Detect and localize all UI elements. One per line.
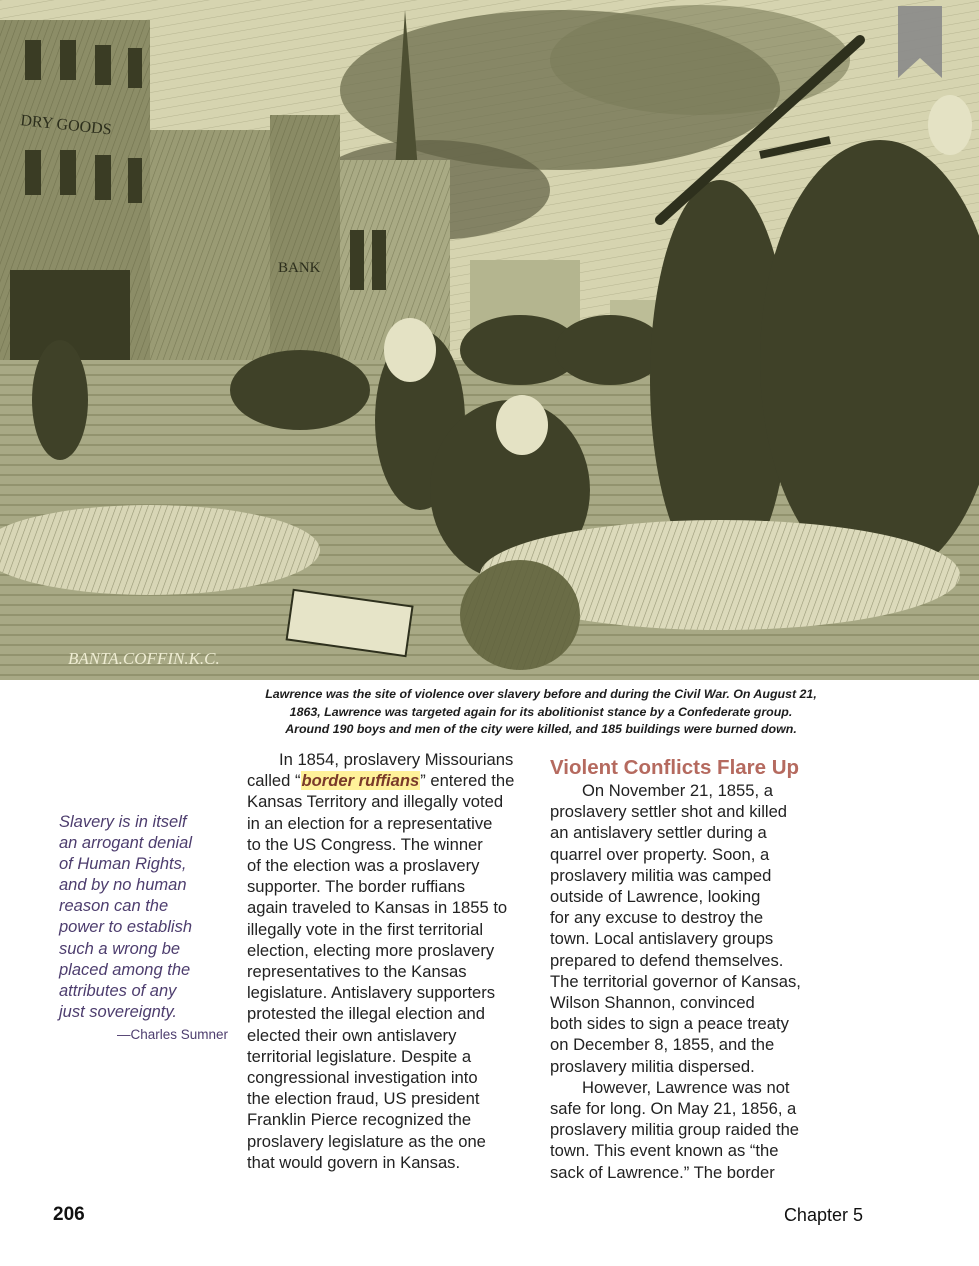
body-line: town. Local antislavery groups (550, 929, 774, 949)
body-line: election, electing more proslavery (247, 940, 495, 960)
pull-quote (59, 812, 239, 1023)
body-line: to the US Congress. The winner (247, 834, 483, 854)
body-line: on December 8, 1855, and the (550, 1035, 775, 1055)
engraver-signature: BANTA.COFFIN.K.C. (68, 649, 220, 668)
quote-line: placed among the (59, 960, 191, 979)
bank-sign: BANK (278, 260, 321, 276)
section-heading: Violent Conflicts Flare Up (550, 756, 800, 779)
body-line: an antislavery settler during a (550, 823, 767, 843)
body-line: quarrel over property. Soon, a (550, 844, 770, 864)
body-line: elected their own antislavery (247, 1025, 457, 1045)
body-line: both sides to sign a peace treaty (550, 1014, 789, 1034)
body-line: territorial legislature. Despite a (247, 1046, 472, 1066)
body-line-with-term (247, 770, 537, 791)
quote-line: reason can the (59, 897, 169, 916)
quote-attribution: —Charles Sumner (116, 1027, 228, 1042)
caption-line: 1863, Lawrence was targeted again for its abolitionist stance by a Confederate group. (289, 704, 793, 719)
body-line: that would govern in Kansas. (247, 1152, 461, 1172)
body-line: the election fraud, US president (247, 1089, 480, 1109)
body-line: outside of Lawrence, looking (550, 887, 761, 907)
body-line: sack of Lawrence.” The border (550, 1162, 775, 1182)
body-line: of the election was a proslavery (247, 856, 480, 876)
body-line: prepared to defend themselves. (550, 950, 784, 970)
body-line: proslavery militia dispersed. (550, 1056, 755, 1076)
body-line: congressional investigation into (247, 1068, 478, 1088)
body-line: The territorial governor of Kansas, (550, 971, 801, 991)
chapter-label: Chapter 5 (783, 1205, 863, 1225)
body-line: protested the illegal election and (247, 1004, 486, 1024)
quote-line: power to establish (59, 918, 192, 937)
body-column-2 (550, 780, 840, 1183)
glossary-term-border-ruffians[interactable]: border ruffians (301, 771, 420, 791)
body-line: legislature. Antislavery supporters (247, 983, 496, 1003)
body-line: proslavery militia group raided the (550, 1120, 800, 1140)
page-number: 206 (53, 1204, 85, 1225)
bookmark-icon[interactable] (898, 6, 942, 78)
dry-goods-sign: DRY GOODS (19, 112, 113, 139)
quote-line: attributes of any (59, 981, 177, 1000)
body-line: On November 21, 1855, a (582, 781, 773, 800)
body-text: ” entered the (420, 771, 515, 791)
quote-line: and by no human (59, 876, 187, 895)
image-caption (236, 686, 846, 739)
body-line: supporter. The border ruffians (247, 877, 466, 897)
body-line: proslavery legislature as the one (247, 1131, 486, 1151)
body-line: for any excuse to destroy the (550, 908, 764, 928)
body-line: town. This event known as “the (550, 1141, 779, 1161)
quote-line: an arrogant denial (59, 834, 193, 853)
body-line: Franklin Pierce recognized the (247, 1110, 472, 1130)
body-line: representatives to the Kansas (247, 962, 467, 982)
body-line: again traveled to Kansas in 1855 to (247, 898, 508, 918)
quote-line: just sovereignty. (59, 1002, 177, 1021)
body-line: In 1854, proslavery Missourians (279, 750, 514, 769)
quote-line: of Human Rights, (59, 855, 187, 874)
body-line: safe for long. On May 21, 1856, a (550, 1099, 797, 1119)
quote-line: such a wrong be (59, 939, 181, 958)
caption-line: Around 190 boys and men of the city were killed, and 185 buildings were burned down. (285, 722, 797, 736)
body-line: proslavery settler shot and killed (550, 802, 788, 822)
body-line: Kansas Territory and illegally voted (247, 792, 504, 812)
caption-line: Lawrence was the site of violence over slavery before and during the Civil War. On August 21, (265, 687, 817, 701)
body-line: in an election for a representative (247, 813, 493, 833)
quote-line: Slavery is in itself (59, 813, 187, 831)
body-line: Wilson Shannon, convinced (550, 993, 755, 1013)
body-column-1 (247, 749, 537, 1173)
body-line: proslavery militia was camped (550, 865, 772, 885)
body-text: called “ (247, 771, 301, 791)
body-line: However, Lawrence was not (582, 1077, 790, 1097)
body-line: illegally vote in the first territorial (247, 919, 484, 939)
